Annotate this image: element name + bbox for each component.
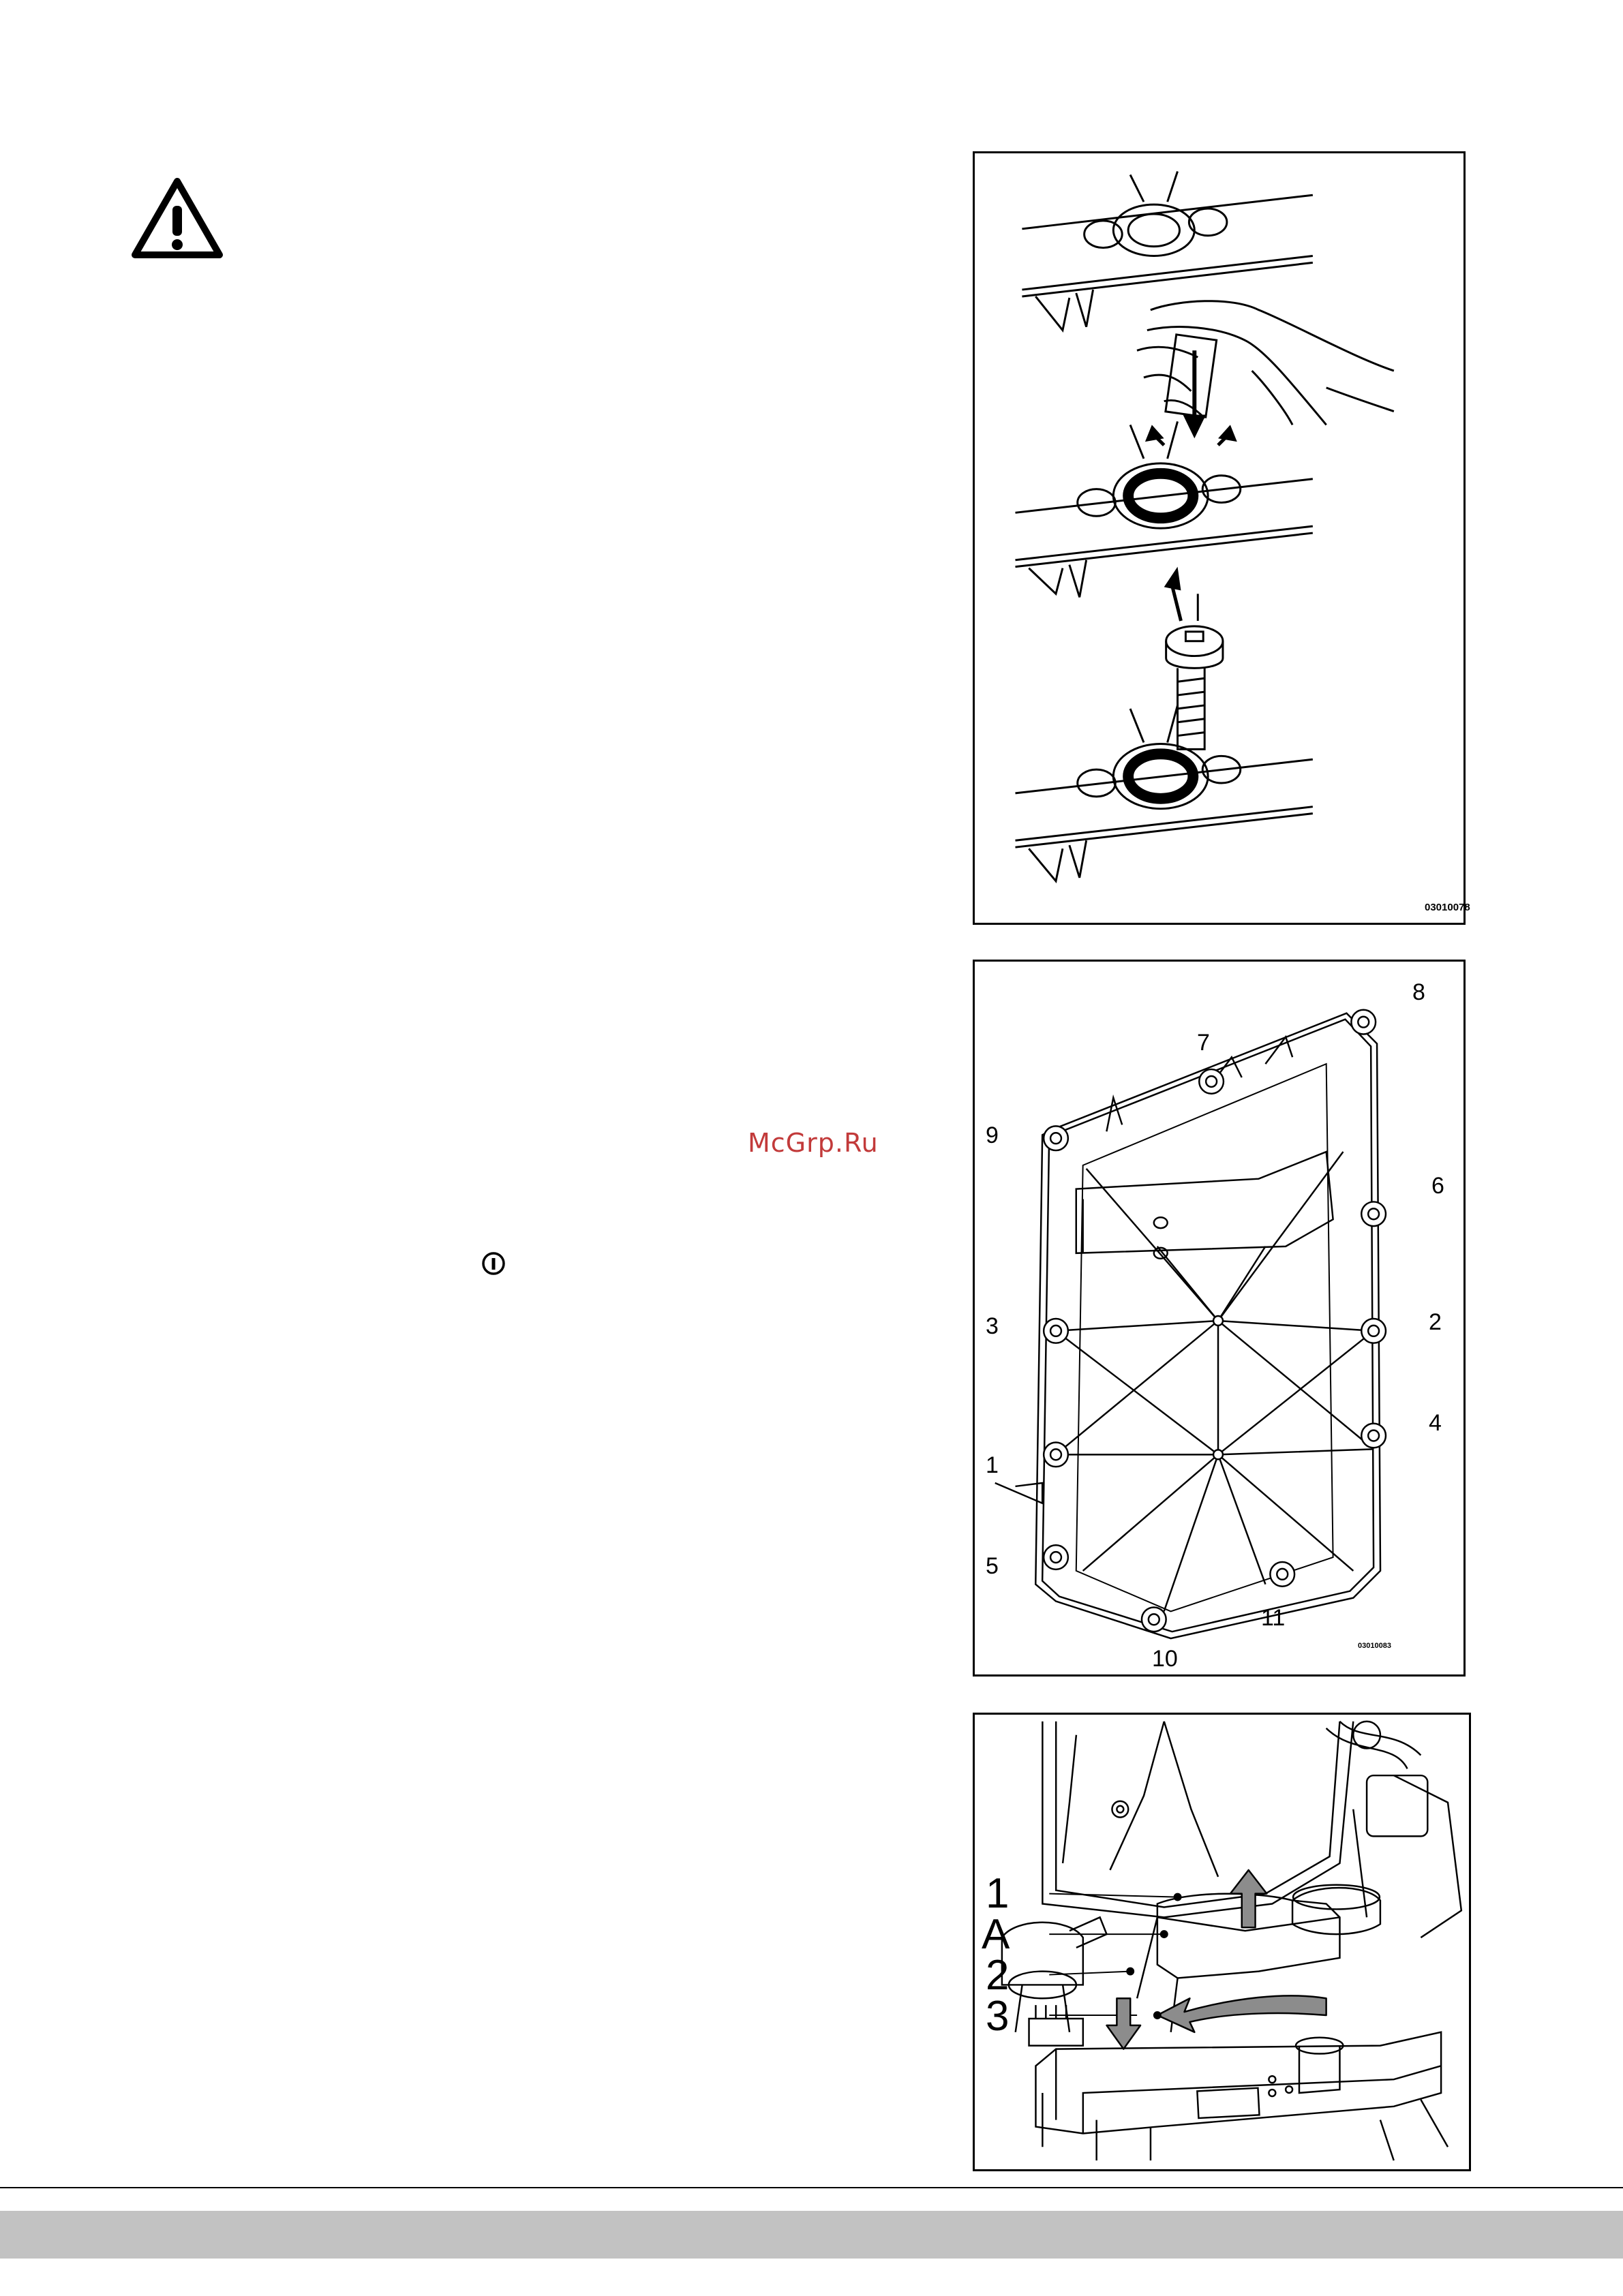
part-label-1: 1	[986, 1870, 1010, 1917]
footer-rule	[0, 2187, 1623, 2188]
warning-triangle-icon	[130, 176, 225, 260]
sequence-label-11: 11	[1261, 1605, 1286, 1631]
footer-band	[0, 2211, 1623, 2259]
sequence-label-2: 2	[1429, 1309, 1442, 1335]
sequence-label-9: 9	[986, 1122, 999, 1148]
figure-bolt-installation-drawing	[975, 153, 1463, 923]
sequence-label-3: 3	[986, 1313, 999, 1339]
sequence-label-8: 8	[1412, 979, 1425, 1005]
figure2-code: 03010083	[1358, 1642, 1391, 1650]
sequence-label-4: 4	[1429, 1410, 1442, 1436]
figure-bolt-installation	[973, 151, 1470, 925]
sequence-label-5: 5	[986, 1553, 999, 1579]
info-circle-icon	[481, 1251, 506, 1276]
figure-tightening-sequence	[973, 960, 1466, 1677]
figure-component-removal-drawing	[975, 1715, 1469, 2169]
figure-tightening-sequence-drawing	[975, 962, 1463, 1674]
part-label-3: 3	[986, 1993, 1010, 2040]
part-label-2: 2	[986, 1952, 1010, 1999]
sequence-label-1: 1	[986, 1452, 999, 1478]
figure1-code: 03010078	[1425, 902, 1470, 913]
sequence-label-6: 6	[1431, 1173, 1444, 1199]
part-label-A: A	[982, 1911, 1010, 1958]
watermark: McGrp.Ru	[748, 1128, 879, 1158]
figure-component-removal	[973, 1713, 1471, 2171]
sequence-label-10: 10	[1152, 1646, 1178, 1672]
sequence-label-7: 7	[1197, 1030, 1210, 1056]
